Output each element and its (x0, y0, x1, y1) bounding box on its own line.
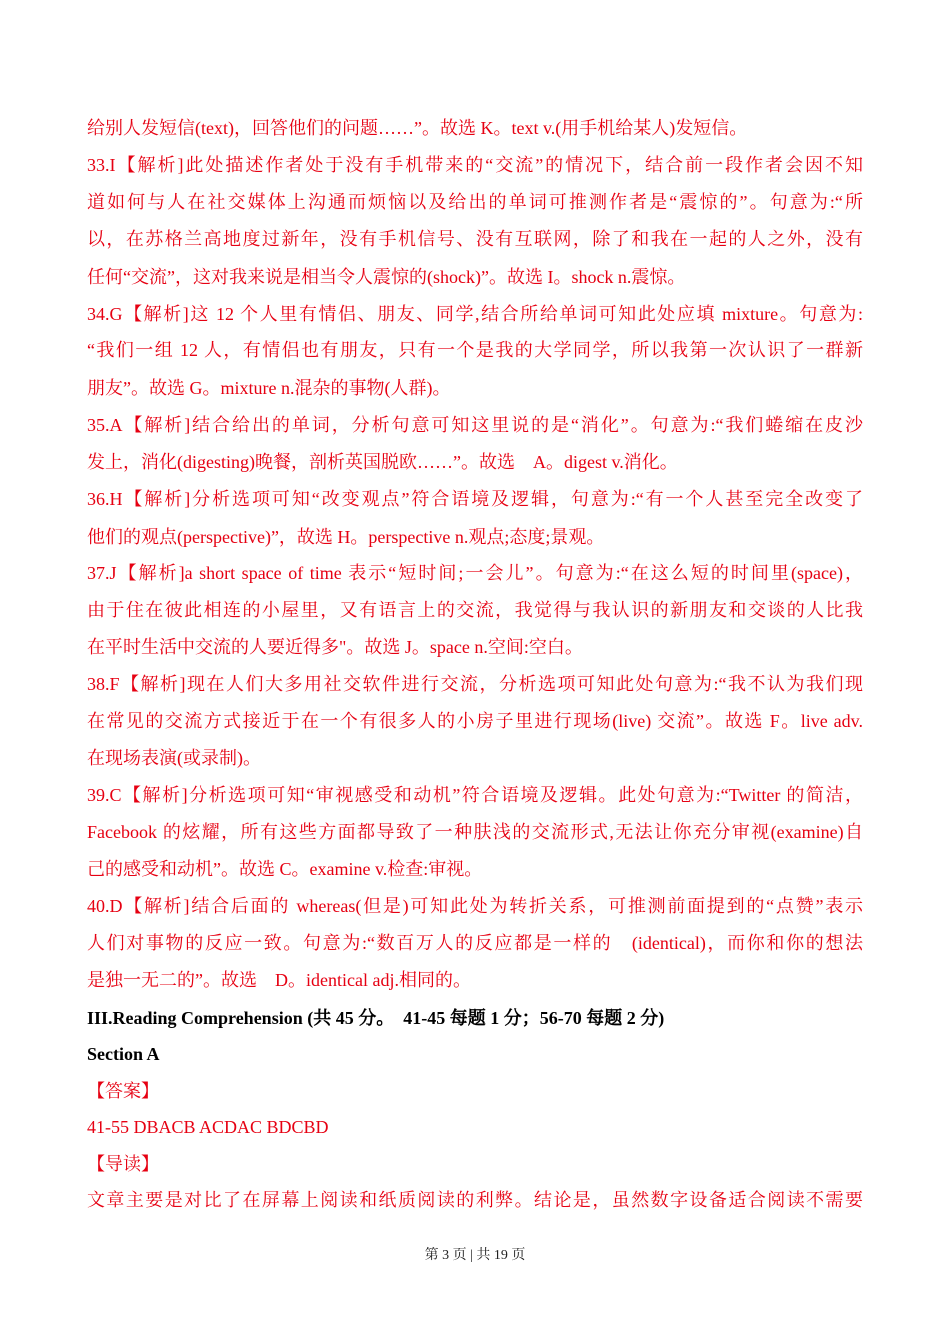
text-line: 35.A【解析]结合给出的单词，分析句意可知这里说的是“消化”。句意为:“我们蜷缩在皮沙 (87, 415, 863, 435)
text-line: 在常见的交流方式接近于在一个有很多人的小房子里进行现场(live) 交流”。故选 F。live adv. (87, 711, 863, 731)
section-heading: III.Reading Comprehension (共 45 分。 41-45 每题 1 分；56-70 每题 2 分) (87, 1008, 665, 1028)
section-heading: Section A (87, 1044, 160, 1064)
page-footer: 第 3 页 | 共 19 页 (424, 1248, 526, 1263)
text-line: 他们的观点(perspective)”，故选 H。perspective n.观点;态度;景观。 (87, 527, 605, 547)
text-line: 在现场表演(或录制)。 (87, 748, 261, 768)
text-line: 在平时生活中交流的人要近得多"。故选 J。space n.空间:空白。 (87, 637, 583, 657)
text-line: 36.H【解析]分析选项可知“改变观点”符合语境及逻辑，句意为:“有一个人甚至完全改变了 (87, 489, 863, 509)
text-line: 给别人发短信(text)，回答他们的问题……”。故选 K。text v.(用手机给某人)发短信。 (87, 118, 748, 138)
text-line: 己的感受和动机”。故选 C。examine v.检查:审视。 (87, 859, 483, 879)
text-line: 40.D【解析]结合后面的 whereas(但是)可知此处为转折关系，可推测前面提到的“点赞”表示 (87, 896, 863, 916)
text-line: 33.I【解析]此处描述作者处于没有手机带来的“交流”的情况下，结合前一段作者会因不知 (87, 155, 863, 175)
text-line: 34.G【解析]这 12 个人里有情侣、朋友、同学,结合所给单词可知此处应填 mixture。句意为: (87, 304, 863, 324)
text-line: 39.C【解析]分析选项可知“审视感受和动机”符合语境及逻辑。此处句意为:“Twitter 的简洁， (87, 785, 863, 805)
text-line: 38.F【解析]现在人们大多用社交软件进行交流，分析选项可知此处句意为:“我不认为我们现 (87, 674, 863, 694)
text-line: 【导读】 (87, 1154, 159, 1174)
text-line: 朋友”。故选 G。mixture n.混杂的事物(人群)。 (87, 378, 451, 398)
text-line: 任何“交流”，这对我来说是相当令人震惊的(shock)”。故选 I。shock n.震惊。 (87, 267, 686, 287)
text-line: “我们一组 12 人，有情侣也有朋友，只有一个是我的大学同学，所以我第一次认识了一群新 (87, 340, 863, 360)
text-line: 发上，消化(digesting)晚餐，剖析英国脱欧……”。故选 A。digest v.消化。 (87, 452, 678, 472)
text-line: 文章主要是对比了在屏幕上阅读和纸质阅读的利弊。结论是，虽然数字设备适合阅读不需要 (87, 1190, 863, 1210)
text-line: 【答案】 (87, 1081, 159, 1101)
text-line: 道如何与人在社交媒体上沟通而烦恼以及给出的单词可推测作者是“震惊的”。句意为:“所 (87, 192, 863, 212)
text-line: 是独一无二的”。故选 D。identical adj.相同的。 (87, 970, 471, 990)
text-line: 由于住在彼此相连的小屋里，又有语言上的交流，我觉得与我认识的新朋友和交谈的人比我 (87, 600, 863, 620)
text-line: Facebook 的炫耀，所有这些方面都导致了一种肤浅的交流形式,无法让你充分审视(examine)自 (87, 822, 863, 842)
text-line: 以，在苏格兰高地度过新年，没有手机信号、没有互联网，除了和我在一起的人之外，没有 (87, 229, 863, 249)
text-line: 41-55 DBACB ACDAC BDCBD (87, 1117, 329, 1137)
text-line: 人们对事物的反应一致。句意为:“数百万人的反应都是一样的 (identical)，而你和你的想法 (87, 933, 863, 953)
text-line: 37.J【解析]a short space of time 表示“短时间;一会儿”。句意为:“在这么短的时间里(space)， (87, 563, 863, 583)
